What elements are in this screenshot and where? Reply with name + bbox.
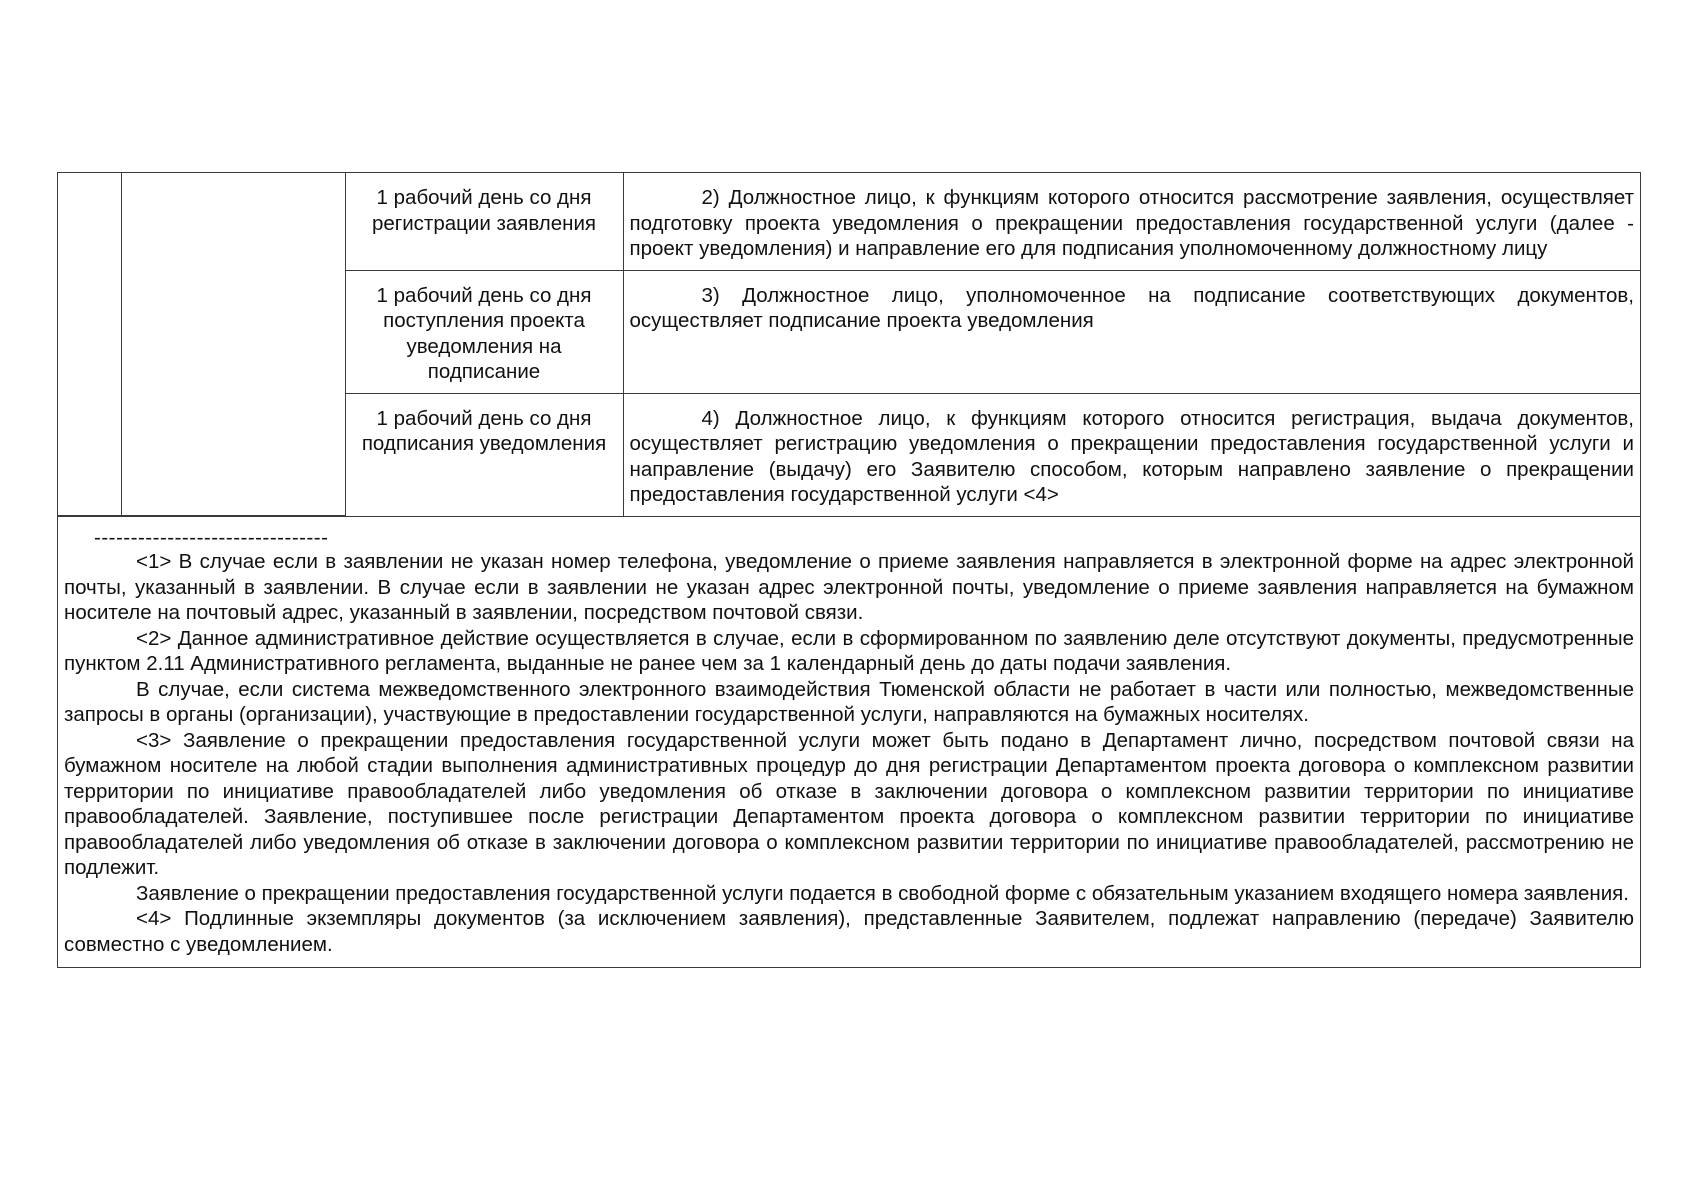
- term-cell: 1 рабочий день со дня подписания уведомления: [345, 393, 623, 516]
- term-cell: 1 рабочий день со дня поступления проекта уведомления на подписание: [345, 270, 623, 393]
- procedure-table: [58, 173, 1640, 516]
- footnote-separator: --------------------------------: [94, 526, 329, 549]
- term-cell: 1 рабочий день со дня регистрации заявления: [345, 173, 623, 270]
- footnote-1: <1> В случае если в заявлении не указан номер телефона, уведомление о приеме заявления направляется в электронной форме на адрес электронной почты, указанный в заявлении. В случае если в заявлении не указан адрес электронной почты, уведомление о приеме заявления направляется на бумажном носителе на почтовый адрес, указанный в заявлении, посредством почтовой связи.: [64, 550, 1634, 624]
- table-row: [58, 173, 1640, 270]
- empty-cell-number: [58, 173, 121, 516]
- action-cell: [623, 173, 1640, 270]
- footnote-3: <3> Заявление о прекращении предоставления государственной услуги может быть подано в Департамент лично, посредством почтовой связи на бумажном носителе на любой стадии выполнения административных процедур до дня регистрации Департаментом проекта договора о комплексном развитии территории по инициативе правообладателей либо уведомления об отказе в заключении договора о комплексном развитии территории по инициативе правообладателей. Заявление, поступившее после регистрации Департаментом проекта договора о комплексном развитии территории по инициативе правообладателей либо уведомления об отказе в заключении договора о комплексном развитии территории по инициативе правообладателей, рассмотрению не подлежит.: [64, 728, 1634, 879]
- action-text: 3) Должностное лицо, уполномоченное на подписание соответствующих документов, осуществляет подписание проекта уведомления: [629, 283, 1634, 332]
- footnote-4: <4> Подлинные экземпляры документов (за исключением заявления), представленные Заявителем, подлежат направлению (передаче) Заявителю совместно с уведомлением.: [64, 907, 1634, 956]
- action-text: 2) Должностное лицо, к функциям которого относится рассмотрение заявления, осуществляет подготовку проекта уведомления о прекращении предоставления государственной услуги (далее - проект уведомления) и направление его для подписания уполномоченному должностному лицу: [629, 186, 1634, 260]
- procedure-table-frame: [57, 172, 1641, 968]
- empty-cell-procedure: [121, 173, 345, 516]
- footnote-2-continuation: В случае, если система межведомственного электронного взаимодействия Тюменской области не работает в части или полностью, межведомственные запросы в органы (организации), участвующие в предоставлении государственной услуги, направляются на бумажных носителях.: [64, 677, 1634, 726]
- action-text: 4) Должностное лицо, к функциям которого относится регистрация, выдача документов, осуществляет регистрацию уведомления о прекращении предоставления государственной услуги и направление (выдачу) его Заявителю способом, которым направлено заявление о прекращении предоставления государственной услуги <4>: [629, 406, 1634, 506]
- footnote-3-continuation: Заявление о прекращении предоставления государственной услуги подается в свободной форме с обязательным указанием входящего номера заявления.: [136, 881, 1629, 905]
- footnotes: [58, 516, 1640, 967]
- action-cell: [623, 270, 1640, 393]
- footnote-2: <2> Данное административное действие осуществляется в случае, если в сформированном по заявлению деле отсутствуют документы, предусмотренные пунктом 2.11 Административного регламента, выданные не ранее чем за 1 календарный день до даты подачи заявления.: [64, 626, 1634, 675]
- action-cell: [623, 393, 1640, 516]
